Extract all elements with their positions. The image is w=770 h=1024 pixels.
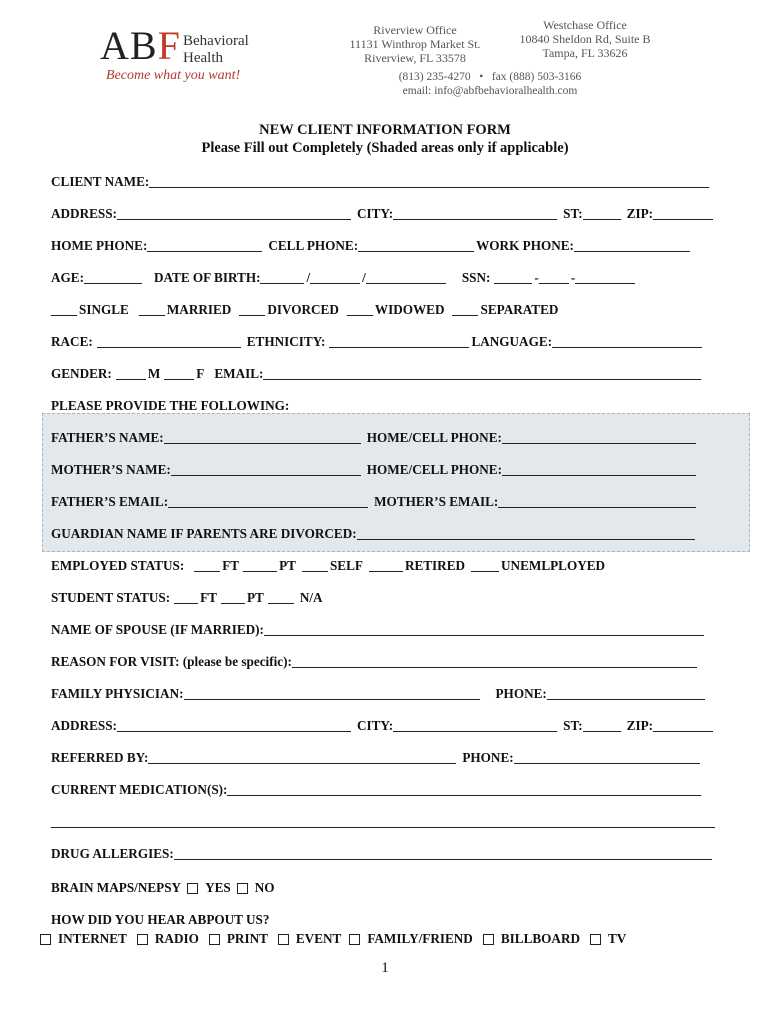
row-reason <box>51 652 699 670</box>
city-label: CITY: <box>356 718 394 733</box>
row-marital-status <box>51 300 558 318</box>
cell-phone-label: CELL PHONE: <box>268 238 359 253</box>
guardian-label: GUARDIAN NAME IF PARENTS ARE DIVORCED: <box>51 526 357 541</box>
father-phone-field[interactable] <box>502 430 696 444</box>
row-please-provide <box>51 396 289 414</box>
source-event-checkbox[interactable] <box>278 934 289 945</box>
row-student-status <box>51 588 323 606</box>
student-na-field[interactable] <box>268 590 294 604</box>
row-phones <box>51 236 692 254</box>
source-family-friend-checkbox[interactable] <box>349 934 360 945</box>
gender-female-label: F <box>196 366 205 381</box>
student-status-label: STUDENT STATUS: <box>51 590 171 605</box>
form-title: NEW CLIENT INFORMATION FORM <box>259 122 511 138</box>
office-line2: Tampa, FL 33626 <box>542 46 628 60</box>
student-ft-field[interactable] <box>174 590 198 604</box>
mother-phone-label: HOME/CELL PHONE: <box>366 462 502 477</box>
row-brain-maps <box>51 878 275 896</box>
reason-label: REASON FOR VISIT: (please be specific): <box>51 654 292 669</box>
logo-mark <box>100 23 181 68</box>
logo-name-line2: Health <box>183 50 223 66</box>
row-referred-by <box>51 748 702 766</box>
form-subtitle: Please Fill out Completely (Shaded areas only if applicable) <box>201 140 569 156</box>
single-label: SINGLE <box>79 302 129 317</box>
race-field[interactable] <box>97 334 241 348</box>
medications-label: CURRENT MEDICATION(S): <box>51 782 228 797</box>
row-guardian <box>51 524 697 542</box>
source-event-label: EVENT <box>295 931 342 946</box>
source-internet-checkbox[interactable] <box>40 934 51 945</box>
row-medications-continued <box>51 812 717 830</box>
employed-status-label: EMPLOYED STATUS: <box>51 558 185 573</box>
row-hear-about <box>51 910 269 928</box>
home-phone-label: HOME PHONE: <box>51 238 148 253</box>
logo-mark-text: ABF <box>100 23 181 68</box>
spouse-field[interactable] <box>264 622 704 636</box>
dob-month-field[interactable] <box>260 270 304 284</box>
gender-male-label: M <box>147 366 161 381</box>
physician-address-field[interactable] <box>117 718 351 732</box>
office-line2: Riverview, FL 33578 <box>364 51 466 65</box>
fathers-email-label: FATHER’S EMAIL: <box>51 494 169 509</box>
physician-zip-field[interactable] <box>653 718 713 732</box>
ssn-dash: - <box>570 270 576 285</box>
ethnicity-field[interactable] <box>329 334 469 348</box>
please-provide-heading: PLEASE PROVIDE THE FOLLOWING: <box>51 398 290 413</box>
married-field[interactable] <box>139 302 165 316</box>
language-field[interactable] <box>552 334 702 348</box>
gender-label: GENDER: <box>51 366 112 381</box>
logo-accent-letter: F <box>157 23 181 68</box>
employed-pt-field[interactable] <box>243 558 277 572</box>
contact-phones: (813) 235-4270 • fax (888) 503-3166 <box>398 71 582 83</box>
row-medications <box>51 780 703 798</box>
row-father-name <box>51 428 698 446</box>
row-employed-status <box>51 556 605 574</box>
email-field[interactable] <box>263 366 701 380</box>
contact-email: email: info@abfbehavioralhealth.com <box>402 85 578 97</box>
hear-about-label: HOW DID YOU HEAR ABPOUT US? <box>51 912 270 927</box>
widowed-label: WIDOWED <box>374 302 445 317</box>
employed-pt-label: PT <box>279 558 296 573</box>
source-radio-checkbox[interactable] <box>137 934 148 945</box>
dob-slash: / <box>306 270 311 285</box>
employed-self-label: SELF <box>329 558 363 573</box>
office-westchase <box>500 18 670 60</box>
dob-slash: / <box>362 270 366 285</box>
row-allergies <box>51 844 714 862</box>
allergies-label: DRUG ALLERGIES: <box>51 846 174 861</box>
medications-field[interactable] <box>227 782 701 796</box>
work-phone-field[interactable] <box>574 238 690 252</box>
physician-field[interactable] <box>184 686 480 700</box>
employed-ft-label: FT <box>222 558 240 573</box>
gender-female-field[interactable] <box>164 366 194 380</box>
employed-unemployed-field[interactable] <box>471 558 499 572</box>
logo-name <box>183 33 249 67</box>
brain-maps-no-checkbox[interactable] <box>237 883 248 894</box>
fathers-name-field[interactable] <box>164 430 361 444</box>
source-print-checkbox[interactable] <box>209 934 220 945</box>
ssn-label: SSN: <box>461 270 491 285</box>
dob-label: DATE OF BIRTH: <box>153 270 261 285</box>
student-pt-field[interactable] <box>221 590 245 604</box>
allergies-field[interactable] <box>174 846 712 860</box>
office-name: Westchase Office <box>543 18 627 32</box>
brain-maps-yes-label: YES <box>205 880 231 895</box>
row-hear-sources <box>38 929 626 947</box>
row-parent-emails <box>51 492 698 510</box>
ssn-part3-field[interactable] <box>575 270 635 284</box>
employed-self-field[interactable] <box>302 558 328 572</box>
office-line1: 10840 Sheldon Rd, Suite B <box>519 32 651 46</box>
referrer-phone-label: PHONE: <box>462 750 514 765</box>
source-radio-label: RADIO <box>154 931 199 946</box>
brain-maps-yes-checkbox[interactable] <box>187 883 198 894</box>
language-label: LANGUAGE: <box>471 334 553 349</box>
employed-retired-label: RETIRED <box>404 558 466 573</box>
divorced-field[interactable] <box>239 302 265 316</box>
city-field[interactable] <box>393 206 557 220</box>
referred-by-label: REFERRED BY: <box>51 750 149 765</box>
row-address <box>51 204 715 222</box>
separated-field[interactable] <box>452 302 478 316</box>
ethnicity-label: ETHNICITY: <box>246 334 326 349</box>
student-ft-label: FT <box>200 590 217 605</box>
brain-maps-label: BRAIN MAPS/NEPSY <box>51 880 182 895</box>
father-phone-label: HOME/CELL PHONE: <box>366 430 502 445</box>
office-name: Riverview Office <box>373 23 457 37</box>
row-physician <box>51 684 707 702</box>
page-number: 1 <box>381 960 389 976</box>
tagline: Become what you want! <box>106 68 241 83</box>
row-race <box>51 332 704 350</box>
source-print-label: PRINT <box>226 931 268 946</box>
row-physician-address <box>51 716 715 734</box>
age-label: AGE: <box>51 270 84 285</box>
contact-info <box>340 70 640 98</box>
address-label: ADDRESS: <box>51 206 117 221</box>
age-field[interactable] <box>84 270 142 284</box>
row-client-name <box>51 172 711 190</box>
source-billboard-checkbox[interactable] <box>483 934 494 945</box>
widowed-field[interactable] <box>347 302 373 316</box>
referrer-phone-field[interactable] <box>514 750 700 764</box>
source-tv-label: TV <box>608 931 627 946</box>
medications-field-line2[interactable] <box>51 814 715 828</box>
referred-by-field[interactable] <box>148 750 456 764</box>
state-label: ST: <box>563 206 583 221</box>
single-field[interactable] <box>51 302 77 316</box>
reason-field[interactable] <box>292 654 697 668</box>
client-name-label: CLIENT NAME: <box>51 174 150 189</box>
zip-label: ZIP: <box>626 718 654 733</box>
spouse-label: NAME OF SPOUSE (IF MARRIED): <box>51 622 264 637</box>
student-na-label: N/A <box>299 590 323 605</box>
row-mother-name <box>51 460 698 478</box>
ssn-part1-field[interactable] <box>494 270 532 284</box>
city-label: CITY: <box>356 206 394 221</box>
guardian-field[interactable] <box>357 526 695 540</box>
mother-phone-field[interactable] <box>502 462 696 476</box>
separated-label: SEPARATED <box>480 302 559 317</box>
divorced-label: DIVORCED <box>267 302 339 317</box>
state-field[interactable] <box>583 206 621 220</box>
dob-year-field[interactable] <box>366 270 446 284</box>
fathers-email-field[interactable] <box>168 494 368 508</box>
address-field[interactable] <box>117 206 351 220</box>
physician-state-field[interactable] <box>583 718 621 732</box>
mothers-name-field[interactable] <box>171 462 361 476</box>
source-billboard-label: BILLBOARD <box>500 931 580 946</box>
married-label: MARRIED <box>166 302 232 317</box>
office-line1: 11131 Winthrop Market St. <box>349 37 481 51</box>
employed-unemployed-label: UNEMLPLOYED <box>501 558 606 573</box>
gender-male-field[interactable] <box>116 366 146 380</box>
student-pt-label: PT <box>246 590 264 605</box>
ssn-dash: - <box>534 270 539 285</box>
row-spouse <box>51 620 706 638</box>
physician-phone-field[interactable] <box>547 686 705 700</box>
client-name-field[interactable] <box>149 174 709 188</box>
home-phone-field[interactable] <box>147 238 262 252</box>
cell-phone-field[interactable] <box>358 238 474 252</box>
employed-ft-field[interactable] <box>194 558 220 572</box>
zip-field[interactable] <box>653 206 713 220</box>
row-gender-email <box>51 364 703 382</box>
row-age-dob-ssn <box>51 268 637 286</box>
race-label: RACE: <box>51 334 93 349</box>
source-tv-checkbox[interactable] <box>590 934 601 945</box>
employed-retired-field[interactable] <box>369 558 403 572</box>
office-riverview <box>330 23 500 65</box>
fathers-name-label: FATHER’S NAME: <box>51 430 164 445</box>
dob-day-field[interactable] <box>310 270 360 284</box>
mothers-name-label: MOTHER’S NAME: <box>51 462 171 477</box>
physician-city-field[interactable] <box>393 718 557 732</box>
physician-label: FAMILY PHYSICIAN: <box>51 686 184 701</box>
address-label: ADDRESS: <box>51 718 117 733</box>
physician-phone-label: PHONE: <box>495 686 547 701</box>
mothers-email-field[interactable] <box>498 494 696 508</box>
zip-label: ZIP: <box>626 206 654 221</box>
brain-maps-no-label: NO <box>254 880 275 895</box>
source-family-friend-label: FAMILY/FRIEND <box>367 931 473 946</box>
source-internet-label: INTERNET <box>58 931 127 946</box>
ssn-part2-field[interactable] <box>539 270 569 284</box>
state-label: ST: <box>563 718 583 733</box>
logo-name-line1: Behavioral <box>183 33 249 49</box>
mothers-email-label: MOTHER’S EMAIL: <box>374 494 499 509</box>
work-phone-label: WORK PHONE: <box>476 238 574 253</box>
email-label: EMAIL: <box>214 366 264 381</box>
